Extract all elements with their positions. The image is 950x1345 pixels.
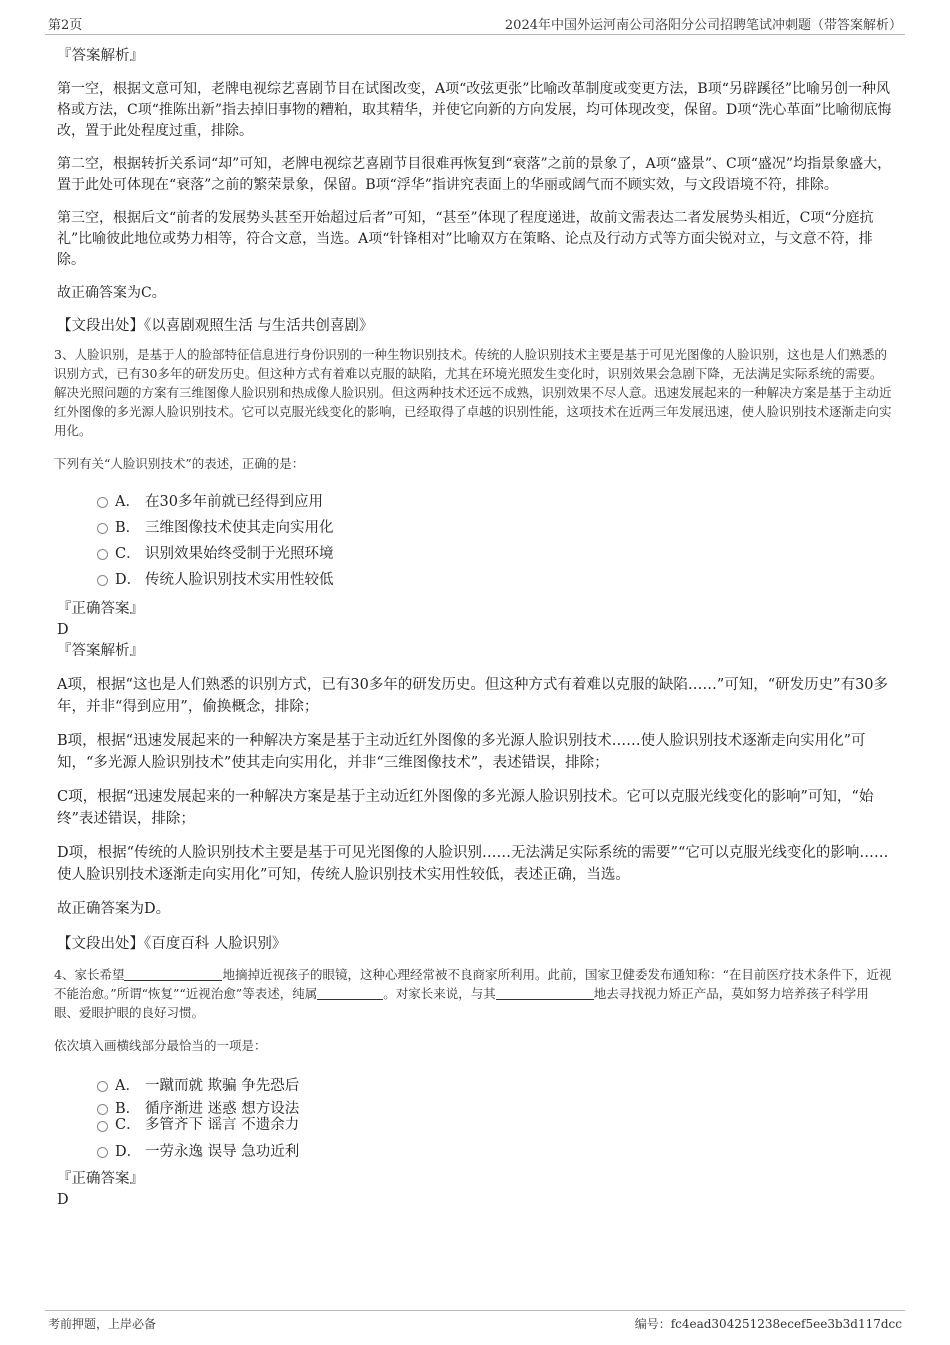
q3-options (57, 489, 893, 593)
q3-analysis-c: C项，根据“迅速发展起来的一种解决方案是基于主动近红外图像的多光源人脸识别技术。它可以克服光线变化的影响”可知，“始终”表述错误，排除； (57, 789, 874, 827)
q3-answer: D (57, 622, 69, 638)
option-key: D． (115, 572, 142, 588)
radio-icon[interactable] (97, 1104, 108, 1115)
q3-answer-label: 『正确答案』 (57, 601, 144, 617)
option-key: B． (115, 1101, 141, 1117)
q3-option-b[interactable] (57, 515, 893, 541)
page-header (45, 14, 905, 35)
q2-source: 【文段出处】《以喜剧观照生活 与生活共创喜剧》 (57, 318, 374, 334)
option-text: 循序渐进 迷惑 想方设法 (145, 1101, 300, 1117)
fill-blank-1 (124, 966, 222, 981)
q3-passage: 3、人脸识别，是基于人的脸部特征信息进行身份识别的一种生物识别技术。传统的人脸识别技术主要是基于可见光图像的人脸识别，这也是人们熟悉的识别方式，已有30多年的研发历史。但这种方式有着难以克服的缺陷，尤其在环境光照发生变化时，识别效果会急剧下降，无法满足实际系统的需要。解决光照问题的方案有三维图像人脸识别和热成像人脸识别。但这两种技术还远不成熟，识别效果不尽人意。迅速发展起来的一种解决方案是基于主动近红外图像的多光源人脸识别技术。它可以克服光线变化的影响，已经取得了卓越的识别性能，这项技术在近两三年发展迅速，使人脸识别技术逐渐走向实用化。 (54, 347, 892, 438)
q2-analysis-paragraph-2: 第二空，根据转折关系词“却”可知，老牌电视综艺喜剧节目很难再恢复到“衰落”之前的景象了，A项“盛景”、C项“盛况”均指景象盛大，置于此处可体现在“衰落”之前的繁荣景象，保留。B项“浮华”指讲究表面上的华丽或阔气而不顾实效，与文段语境不符，排除。 (57, 156, 892, 193)
q3-option-a[interactable] (57, 489, 893, 515)
q2-answer-statement: 故正确答案为C。 (57, 285, 166, 301)
q4-answer: D (57, 1192, 69, 1208)
q3-answer-statement: 故正确答案为D。 (57, 901, 171, 917)
option-key: C． (115, 1117, 141, 1133)
q4-options (57, 1073, 893, 1165)
page-footer (45, 1310, 905, 1333)
q4-option-a[interactable] (57, 1073, 893, 1099)
document-id: 编号：fc4ead304251238ecef5ee3b3d117dcc (634, 1317, 902, 1331)
option-text: 一蹴而就 欺骗 争先恐后 (145, 1078, 300, 1094)
q2-analysis-paragraph-1: 第一空，根据文意可知，老牌电视综艺喜剧节目在试图改变，A项“改弦更张”比喻改革制度或变更方法，B项“另辟蹊径”比喻另创一种风格或方法，C项“推陈出新”指去掉旧事物的糟粕，取其精华，并使它向新的方向发展，均可体现改变，保留。D项“洗心革面”比喻彻底悔改，置于此处程度过重，排除。 (57, 81, 892, 139)
option-key: A． (115, 1078, 140, 1094)
q4-answer-label: 『正确答案』 (57, 1171, 144, 1187)
radio-icon[interactable] (97, 1121, 108, 1132)
q3-option-c[interactable] (57, 541, 893, 567)
page-number: 第2页 (48, 18, 83, 33)
option-text: 一劳永逸 误导 急功近利 (145, 1144, 300, 1160)
option-text: 传统人脸识别技术实用性较低 (145, 572, 334, 588)
q4-option-c[interactable] (57, 1119, 893, 1139)
radio-icon[interactable] (97, 497, 108, 508)
q3-analysis-b: B项，根据“迅速发展起来的一种解决方案是基于主动近红外图像的多光源人脸识别技术……使人脸识别技术逐渐走向实用化”可知，“多光源人脸识别技术”使其走向实用化，并非“三维图像技术”，表述错误，排除； (57, 733, 866, 771)
q3-analysis-d: D项，根据“传统的人脸识别技术主要是基于可见光图像的人脸识别……无法满足实际系统的需要”“它可以克服光线变化的影响……使人脸识别技术逐渐走向实用化”可知，传统人脸识别技术实用性较低，表述正确，当选。 (57, 845, 889, 883)
document-title: 2024年中国外运河南公司洛阳分公司招聘笔试冲刺题（带答案解析） (504, 18, 902, 33)
radio-icon[interactable] (97, 1147, 108, 1158)
q2-analysis-label: 『答案解析』 (57, 48, 144, 64)
q4-question: 依次填入画横线部分最恰当的一项是： (54, 1038, 267, 1053)
option-text: 识别效果始终受制于光照环境 (145, 546, 334, 562)
q3-analysis-a: A项，根据“这也是人们熟悉的识别方式，已有30多年的研发历史。但这种方式有着难以克服的缺陷……”可知，“研发历史”有30多年，并非“得到应用”，偷换概念，排除； (57, 677, 889, 715)
q4-option-b[interactable] (57, 1099, 893, 1119)
option-key: D． (115, 1144, 142, 1160)
fill-blank-2 (317, 985, 383, 1000)
option-key: B． (115, 520, 141, 536)
radio-icon[interactable] (97, 1081, 108, 1092)
q3-source: 【文段出处】《百度百科 人脸识别》 (57, 936, 287, 952)
q4-option-d[interactable] (57, 1139, 893, 1165)
option-text: 在30多年前就已经得到应用 (145, 494, 323, 510)
fill-blank-3 (496, 985, 594, 1000)
radio-icon[interactable] (97, 549, 108, 560)
footer-slogan: 考前押题，上岸必备 (48, 1317, 157, 1331)
q3-option-d[interactable] (57, 567, 893, 593)
radio-icon[interactable] (97, 523, 108, 534)
q2-analysis-paragraph-3: 第三空，根据后文“前者的发展势头甚至开始超过后者”可知，“甚至”体现了程度递进，故前文需表达二者发展势头相近，C项“分庭抗礼”比喻彼此地位或势力相等，符合文意，当选。A项“针锋相对”比喻双方在策略、论点及行动方式等方面尖锐对立，与文意不符，排除。 (57, 210, 874, 268)
option-key: A． (115, 494, 140, 510)
radio-icon[interactable] (97, 575, 108, 586)
q3-question: 下列有关“人脸识别技术”的表述，正确的是： (54, 456, 305, 471)
q3-analysis-label: 『答案解析』 (57, 643, 144, 659)
option-text: 三维图像技术使其走向实用化 (145, 520, 334, 536)
document-content (54, 44, 893, 1211)
option-text: 多管齐下 谣言 不遗余力 (145, 1117, 300, 1133)
q4-passage: 4、家长希望 地摘掉近视孩子的眼镜，这种心理经常被不良商家所利用。此前，国家卫健委发布通知称：“在目前医疗技术条件下，近视不能治愈。”所谓“恢复”“近视治愈”等表述，纯属 。对家长来说，与其 地去寻找视力矫正产品，莫如努力培养孩子科学用眼、爱眼护眼的良好习惯。 (54, 967, 892, 1020)
option-key: C． (115, 546, 141, 562)
